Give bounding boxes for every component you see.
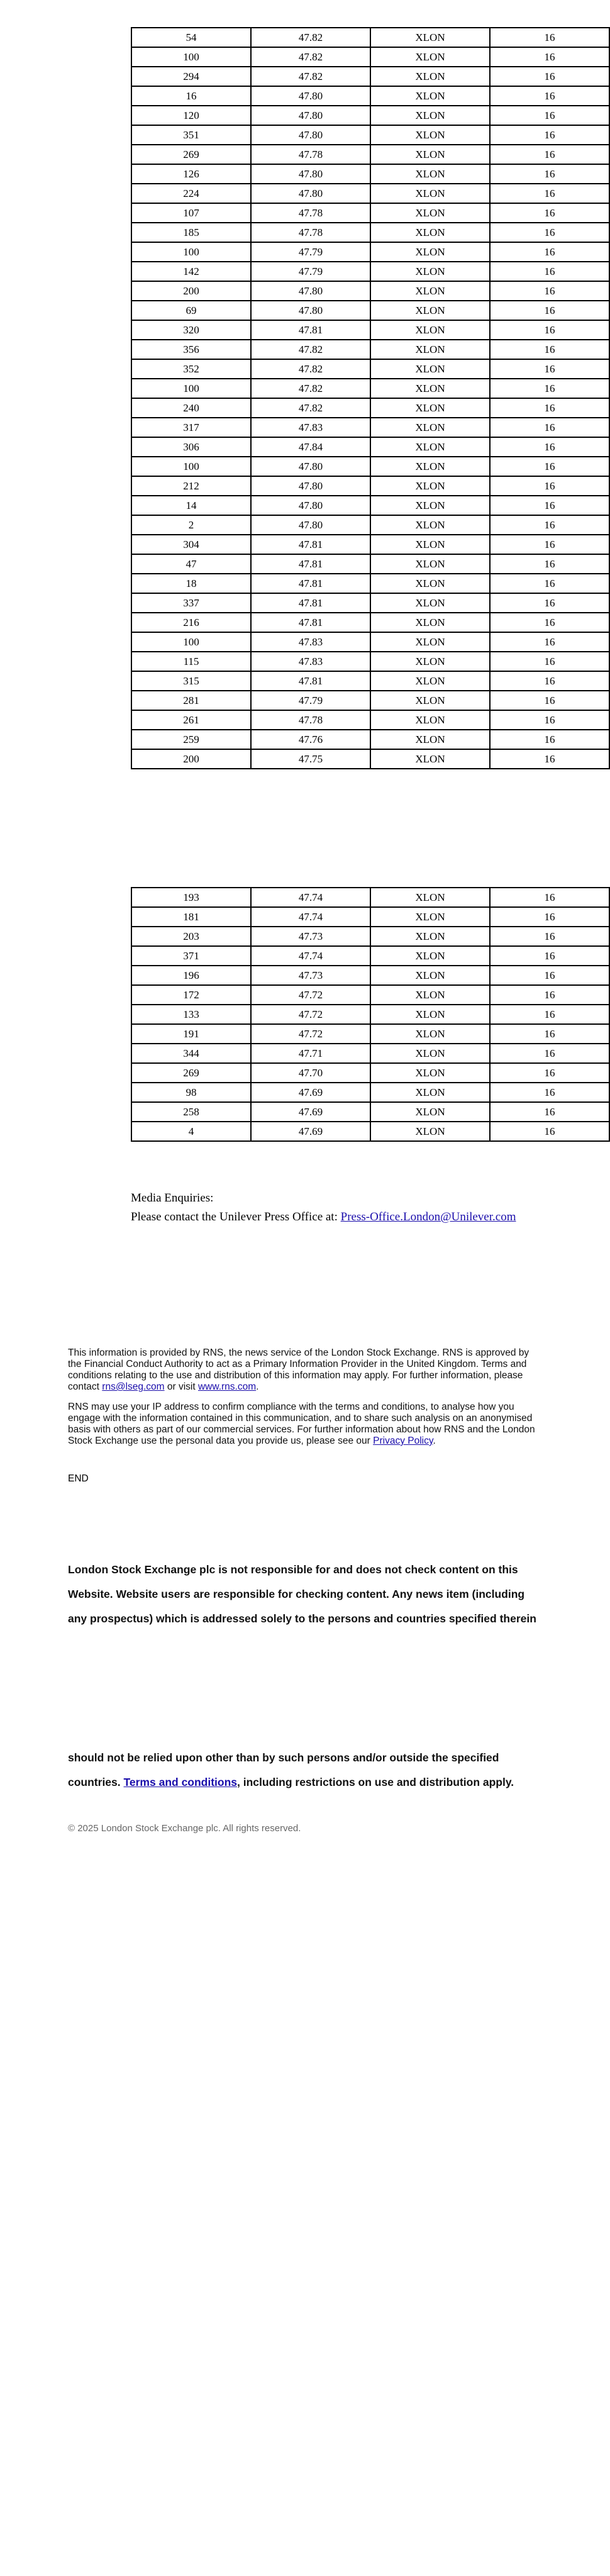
price-cell: 47.83 xyxy=(251,418,370,437)
time-cell: 16 xyxy=(490,927,609,946)
volume-cell: 69 xyxy=(131,301,251,320)
price-cell: 47.83 xyxy=(251,652,370,671)
price-cell: 47.82 xyxy=(251,359,370,379)
venue-cell: XLON xyxy=(370,203,490,223)
venue-cell: XLON xyxy=(370,554,490,574)
table-row xyxy=(131,593,609,613)
time-cell: 16 xyxy=(490,398,609,418)
volume-cell: 18 xyxy=(131,574,251,593)
time-cell: 16 xyxy=(490,613,609,632)
volume-cell: 107 xyxy=(131,203,251,223)
table-row xyxy=(131,946,609,966)
price-cell: 47.82 xyxy=(251,340,370,359)
venue-cell: XLON xyxy=(370,691,490,710)
volume-cell: 100 xyxy=(131,379,251,398)
venue-cell: XLON xyxy=(370,320,490,340)
volume-cell: 185 xyxy=(131,223,251,242)
volume-cell: 120 xyxy=(131,106,251,125)
price-cell: 47.80 xyxy=(251,184,370,203)
volume-cell: 269 xyxy=(131,145,251,164)
rns-website-link[interactable]: www.rns.com xyxy=(197,1381,257,1392)
table-row xyxy=(131,242,609,262)
table-row xyxy=(131,632,609,652)
venue-cell: XLON xyxy=(370,437,490,457)
time-cell: 16 xyxy=(490,359,609,379)
price-cell: 47.69 xyxy=(251,1102,370,1122)
venue-cell: XLON xyxy=(370,1102,490,1122)
table-row xyxy=(131,966,609,985)
venue-cell: XLON xyxy=(370,67,490,86)
volume-cell: 193 xyxy=(131,888,251,907)
venue-cell: XLON xyxy=(370,457,490,476)
volume-cell: 47 xyxy=(131,554,251,574)
volume-cell: 98 xyxy=(131,1083,251,1102)
table-row xyxy=(131,749,609,769)
venue-cell: XLON xyxy=(370,359,490,379)
volume-cell: 181 xyxy=(131,907,251,927)
volume-cell: 258 xyxy=(131,1102,251,1122)
volume-cell: 337 xyxy=(131,593,251,613)
volume-cell: 133 xyxy=(131,1005,251,1024)
table-row xyxy=(131,476,609,496)
time-cell: 16 xyxy=(490,515,609,535)
table-row xyxy=(131,262,609,281)
media-heading: Media Enquiries: xyxy=(131,1191,214,1205)
time-cell: 16 xyxy=(490,164,609,184)
rns-p2-end: . xyxy=(433,1436,436,1446)
price-cell: 47.72 xyxy=(251,1024,370,1044)
time-cell: 16 xyxy=(490,86,609,106)
table-row xyxy=(131,145,609,164)
time-cell: 16 xyxy=(490,184,609,203)
price-cell: 47.81 xyxy=(251,554,370,574)
lse-p2-text: should not be relied upon other than by such persons and/or outside the specified countries. xyxy=(68,1751,499,1788)
volume-cell: 172 xyxy=(131,985,251,1005)
volume-cell: 352 xyxy=(131,359,251,379)
volume-cell: 54 xyxy=(131,28,251,47)
venue-cell: XLON xyxy=(370,927,490,946)
volume-cell: 16 xyxy=(131,86,251,106)
price-cell: 47.80 xyxy=(251,301,370,320)
media-contact xyxy=(131,1208,516,1227)
time-cell: 16 xyxy=(490,946,609,966)
venue-cell: XLON xyxy=(370,476,490,496)
table-row xyxy=(131,301,609,320)
volume-cell: 320 xyxy=(131,320,251,340)
time-cell: 16 xyxy=(490,203,609,223)
price-cell: 47.78 xyxy=(251,710,370,730)
media-contact-text: Please contact the Unilever Press Office at: xyxy=(131,1210,341,1224)
table-row xyxy=(131,1044,609,1063)
time-cell: 16 xyxy=(490,1044,609,1063)
price-cell: 47.82 xyxy=(251,28,370,47)
price-cell: 47.81 xyxy=(251,613,370,632)
price-cell: 47.81 xyxy=(251,574,370,593)
time-cell: 16 xyxy=(490,888,609,907)
price-cell: 47.80 xyxy=(251,281,370,301)
table-row xyxy=(131,359,609,379)
time-cell: 16 xyxy=(490,1102,609,1122)
time-cell: 16 xyxy=(490,262,609,281)
venue-cell: XLON xyxy=(370,946,490,966)
time-cell: 16 xyxy=(490,671,609,691)
time-cell: 16 xyxy=(490,691,609,710)
venue-cell: XLON xyxy=(370,262,490,281)
volume-cell: 191 xyxy=(131,1024,251,1044)
time-cell: 16 xyxy=(490,145,609,164)
table-row xyxy=(131,320,609,340)
lse-disclaimer-part-2 xyxy=(68,1746,546,1795)
table-row xyxy=(131,164,609,184)
rns-paragraph-2 xyxy=(68,1402,540,1447)
time-cell: 16 xyxy=(490,574,609,593)
table-row xyxy=(131,1005,609,1024)
time-cell: 16 xyxy=(490,379,609,398)
venue-cell: XLON xyxy=(370,223,490,242)
volume-cell: 371 xyxy=(131,946,251,966)
rns-p1-end: . xyxy=(256,1381,259,1392)
volume-cell: 261 xyxy=(131,710,251,730)
price-cell: 47.69 xyxy=(251,1083,370,1102)
venue-cell: XLON xyxy=(370,985,490,1005)
venue-cell: XLON xyxy=(370,888,490,907)
table-row xyxy=(131,125,609,145)
time-cell: 16 xyxy=(490,1122,609,1141)
table-row xyxy=(131,535,609,554)
table-row xyxy=(131,203,609,223)
table-row xyxy=(131,496,609,515)
volume-cell: 216 xyxy=(131,613,251,632)
terms-and-conditions-link[interactable]: Terms and conditions xyxy=(123,1776,238,1788)
venue-cell: XLON xyxy=(370,632,490,652)
table-row xyxy=(131,184,609,203)
time-cell: 16 xyxy=(490,106,609,125)
time-cell: 16 xyxy=(490,223,609,242)
time-cell: 16 xyxy=(490,730,609,749)
venue-cell: XLON xyxy=(370,574,490,593)
price-cell: 47.81 xyxy=(251,671,370,691)
table-row xyxy=(131,927,609,946)
price-cell: 47.72 xyxy=(251,1005,370,1024)
venue-cell: XLON xyxy=(370,164,490,184)
volume-cell: 142 xyxy=(131,262,251,281)
venue-cell: XLON xyxy=(370,613,490,632)
price-cell: 47.80 xyxy=(251,164,370,184)
volume-cell: 100 xyxy=(131,242,251,262)
volume-cell: 100 xyxy=(131,457,251,476)
table-row xyxy=(131,379,609,398)
venue-cell: XLON xyxy=(370,515,490,535)
table-row xyxy=(131,888,609,907)
price-cell: 47.78 xyxy=(251,145,370,164)
time-cell: 16 xyxy=(490,340,609,359)
table-row xyxy=(131,613,609,632)
volume-cell: 200 xyxy=(131,281,251,301)
table-row xyxy=(131,398,609,418)
time-cell: 16 xyxy=(490,966,609,985)
time-cell: 16 xyxy=(490,1005,609,1024)
venue-cell: XLON xyxy=(370,125,490,145)
price-cell: 47.73 xyxy=(251,966,370,985)
table-row xyxy=(131,1024,609,1044)
time-cell: 16 xyxy=(490,593,609,613)
price-cell: 47.81 xyxy=(251,320,370,340)
table-row xyxy=(131,106,609,125)
venue-cell: XLON xyxy=(370,145,490,164)
price-cell: 47.82 xyxy=(251,67,370,86)
trades-table-1 xyxy=(131,27,610,769)
price-cell: 47.80 xyxy=(251,515,370,535)
venue-cell: XLON xyxy=(370,1083,490,1102)
table-row xyxy=(131,1122,609,1141)
table-row xyxy=(131,340,609,359)
price-cell: 47.78 xyxy=(251,223,370,242)
table-row xyxy=(131,671,609,691)
trades-table-2 xyxy=(131,887,610,1142)
venue-cell: XLON xyxy=(370,1122,490,1141)
time-cell: 16 xyxy=(490,47,609,67)
price-cell: 47.80 xyxy=(251,457,370,476)
venue-cell: XLON xyxy=(370,398,490,418)
venue-cell: XLON xyxy=(370,966,490,985)
time-cell: 16 xyxy=(490,1024,609,1044)
venue-cell: XLON xyxy=(370,593,490,613)
time-cell: 16 xyxy=(490,749,609,769)
price-cell: 47.70 xyxy=(251,1063,370,1083)
trades-table-2-wrapper xyxy=(131,887,555,1142)
table-row xyxy=(131,223,609,242)
table-row xyxy=(131,47,609,67)
table-row xyxy=(131,554,609,574)
media-enquiries xyxy=(131,1189,516,1227)
volume-cell: 126 xyxy=(131,164,251,184)
venue-cell: XLON xyxy=(370,1024,490,1044)
price-cell: 47.73 xyxy=(251,927,370,946)
volume-cell: 4 xyxy=(131,1122,251,1141)
table-row xyxy=(131,418,609,437)
price-cell: 47.74 xyxy=(251,907,370,927)
price-cell: 47.83 xyxy=(251,632,370,652)
table-row xyxy=(131,281,609,301)
time-cell: 16 xyxy=(490,535,609,554)
time-cell: 16 xyxy=(490,476,609,496)
venue-cell: XLON xyxy=(370,301,490,320)
price-cell: 47.79 xyxy=(251,691,370,710)
venue-cell: XLON xyxy=(370,749,490,769)
venue-cell: XLON xyxy=(370,379,490,398)
venue-cell: XLON xyxy=(370,418,490,437)
price-cell: 47.69 xyxy=(251,1122,370,1141)
venue-cell: XLON xyxy=(370,47,490,67)
time-cell: 16 xyxy=(490,985,609,1005)
time-cell: 16 xyxy=(490,125,609,145)
price-cell: 47.71 xyxy=(251,1044,370,1063)
venue-cell: XLON xyxy=(370,1063,490,1083)
volume-cell: 14 xyxy=(131,496,251,515)
volume-cell: 203 xyxy=(131,927,251,946)
privacy-policy-link[interactable]: Privacy Policy xyxy=(373,1436,433,1446)
price-cell: 47.76 xyxy=(251,730,370,749)
press-office-email-link[interactable]: Press-Office.London@Unilever.com xyxy=(340,1210,516,1224)
time-cell: 16 xyxy=(490,1083,609,1102)
rns-disclaimer xyxy=(68,1347,540,1456)
table-row xyxy=(131,985,609,1005)
price-cell: 47.80 xyxy=(251,125,370,145)
volume-cell: 100 xyxy=(131,47,251,67)
volume-cell: 100 xyxy=(131,632,251,652)
price-cell: 47.80 xyxy=(251,106,370,125)
time-cell: 16 xyxy=(490,320,609,340)
price-cell: 47.79 xyxy=(251,262,370,281)
volume-cell: 351 xyxy=(131,125,251,145)
price-cell: 47.81 xyxy=(251,535,370,554)
table-row xyxy=(131,1063,609,1083)
table-row xyxy=(131,691,609,710)
volume-cell: 356 xyxy=(131,340,251,359)
time-cell: 16 xyxy=(490,1063,609,1083)
table-row xyxy=(131,515,609,535)
volume-cell: 196 xyxy=(131,966,251,985)
time-cell: 16 xyxy=(490,242,609,262)
lse-p2-end: , including restrictions on use and distribution apply. xyxy=(237,1776,514,1788)
volume-cell: 269 xyxy=(131,1063,251,1083)
venue-cell: XLON xyxy=(370,730,490,749)
venue-cell: XLON xyxy=(370,535,490,554)
volume-cell: 212 xyxy=(131,476,251,496)
price-cell: 47.79 xyxy=(251,242,370,262)
rns-p1-text: This information is provided by RNS, the news service of the London Stock Exchange. RNS is approved by the Financial Conduct Authority to act as a Primary Information Provider in the United Kingdom. Terms and conditions relating to the use and distribution of this information may apply. For further information, please contact xyxy=(68,1347,530,1392)
venue-cell: XLON xyxy=(370,281,490,301)
time-cell: 16 xyxy=(490,67,609,86)
venue-cell: XLON xyxy=(370,710,490,730)
table-row xyxy=(131,1083,609,1102)
table-row xyxy=(131,574,609,593)
table-row xyxy=(131,1102,609,1122)
venue-cell: XLON xyxy=(370,242,490,262)
time-cell: 16 xyxy=(490,652,609,671)
price-cell: 47.84 xyxy=(251,437,370,457)
volume-cell: 306 xyxy=(131,437,251,457)
time-cell: 16 xyxy=(490,496,609,515)
time-cell: 16 xyxy=(490,554,609,574)
trades-table-1-wrapper xyxy=(131,27,555,769)
price-cell: 47.80 xyxy=(251,476,370,496)
lse-disclaimer-part-1: London Stock Exchange plc is not responsible for and does not check content on this Website. Website users are responsible for checking content. Any news item (including any prospectus) which is addressed solely to the persons and countries specified therein xyxy=(68,1563,536,1625)
time-cell: 16 xyxy=(490,632,609,652)
venue-cell: XLON xyxy=(370,340,490,359)
table-row xyxy=(131,652,609,671)
volume-cell: 224 xyxy=(131,184,251,203)
volume-cell: 317 xyxy=(131,418,251,437)
volume-cell: 2 xyxy=(131,515,251,535)
volume-cell: 259 xyxy=(131,730,251,749)
time-cell: 16 xyxy=(490,418,609,437)
table-row xyxy=(131,907,609,927)
price-cell: 47.82 xyxy=(251,47,370,67)
volume-cell: 240 xyxy=(131,398,251,418)
price-cell: 47.74 xyxy=(251,888,370,907)
price-cell: 47.82 xyxy=(251,398,370,418)
price-cell: 47.75 xyxy=(251,749,370,769)
table-row xyxy=(131,710,609,730)
time-cell: 16 xyxy=(490,457,609,476)
volume-cell: 281 xyxy=(131,691,251,710)
table-row xyxy=(131,67,609,86)
time-cell: 16 xyxy=(490,437,609,457)
rns-email-link[interactable]: rns@lseg.com xyxy=(102,1381,165,1392)
price-cell: 47.80 xyxy=(251,86,370,106)
table-row xyxy=(131,457,609,476)
price-cell: 47.78 xyxy=(251,203,370,223)
volume-cell: 315 xyxy=(131,671,251,691)
venue-cell: XLON xyxy=(370,28,490,47)
table-row xyxy=(131,28,609,47)
table-row xyxy=(131,437,609,457)
copyright: © 2025 London Stock Exchange plc. All rights reserved. xyxy=(68,1823,301,1834)
venue-cell: XLON xyxy=(370,1005,490,1024)
time-cell: 16 xyxy=(490,28,609,47)
venue-cell: XLON xyxy=(370,106,490,125)
venue-cell: XLON xyxy=(370,652,490,671)
venue-cell: XLON xyxy=(370,496,490,515)
table-row xyxy=(131,730,609,749)
time-cell: 16 xyxy=(490,281,609,301)
volume-cell: 200 xyxy=(131,749,251,769)
rns-paragraph-1 xyxy=(68,1347,540,1393)
price-cell: 47.72 xyxy=(251,985,370,1005)
rns-p2-text: RNS may use your IP address to confirm compliance with the terms and conditions, to analyse how you engage with the information contained in this communication, and to share such analysis on an anonymised basis with others as part of our commercial services. For further information about how RNS and the London Stock Exchange use the personal data you provide us, please see our xyxy=(68,1402,535,1446)
venue-cell: XLON xyxy=(370,184,490,203)
rns-p1-mid: or visit xyxy=(164,1381,198,1392)
venue-cell: XLON xyxy=(370,1044,490,1063)
volume-cell: 115 xyxy=(131,652,251,671)
volume-cell: 344 xyxy=(131,1044,251,1063)
time-cell: 16 xyxy=(490,710,609,730)
price-cell: 47.74 xyxy=(251,946,370,966)
venue-cell: XLON xyxy=(370,671,490,691)
volume-cell: 304 xyxy=(131,535,251,554)
price-cell: 47.82 xyxy=(251,379,370,398)
time-cell: 16 xyxy=(490,301,609,320)
volume-cell: 294 xyxy=(131,67,251,86)
table-row xyxy=(131,86,609,106)
venue-cell: XLON xyxy=(370,907,490,927)
price-cell: 47.81 xyxy=(251,593,370,613)
price-cell: 47.80 xyxy=(251,496,370,515)
end-marker: END xyxy=(68,1473,89,1484)
time-cell: 16 xyxy=(490,907,609,927)
venue-cell: XLON xyxy=(370,86,490,106)
